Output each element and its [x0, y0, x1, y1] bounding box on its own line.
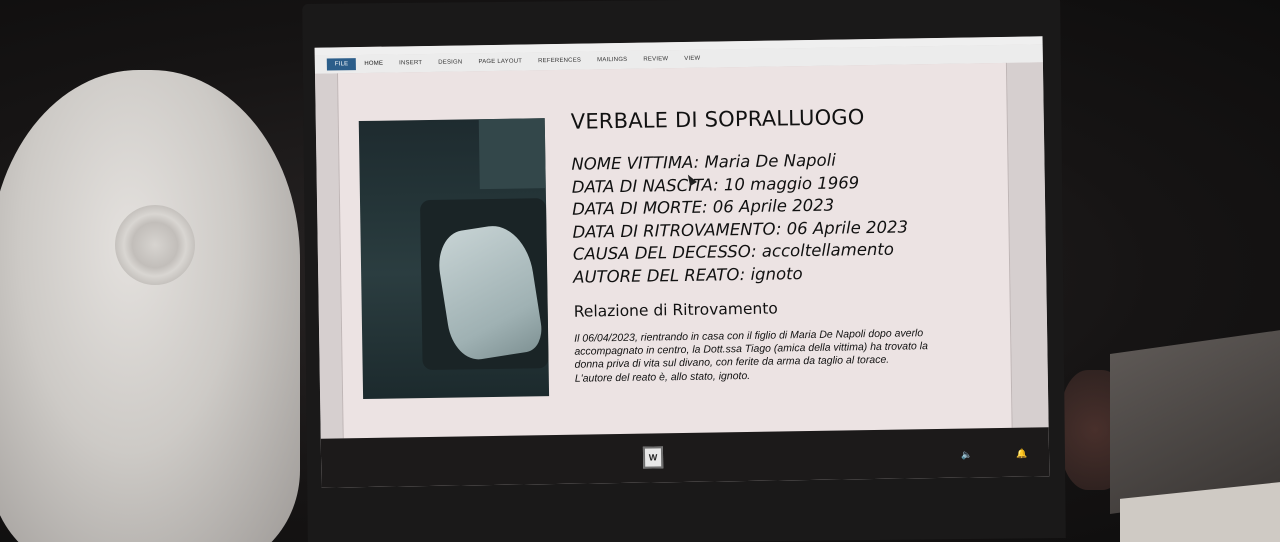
- fact-death-date: DATA DI MORTE: 06 Aprile 2023: [572, 195, 835, 219]
- document-content[interactable]: [571, 103, 995, 385]
- tab-mailings[interactable]: MAILINGS: [597, 56, 628, 64]
- laptop-screen: [315, 36, 1050, 487]
- tab-view[interactable]: VIEW: [684, 55, 701, 62]
- facts-list: [571, 147, 993, 289]
- owl-statue: [0, 70, 300, 542]
- photo-window: [479, 118, 546, 189]
- fact-birth-date: DATA DI NASCITA: 10 maggio 1969: [571, 172, 860, 197]
- tab-review[interactable]: REVIEW: [643, 56, 669, 63]
- tab-home[interactable]: HOME: [364, 60, 384, 67]
- report-paragraph: [574, 327, 965, 386]
- tab-insert[interactable]: INSERT: [399, 60, 423, 67]
- report-line: L'autore del reato è, allo stato, ignoto.: [574, 369, 751, 385]
- tab-file[interactable]: FILE: [327, 58, 357, 70]
- document-title: VERBALE DI SOPRALLUOGO: [570, 105, 865, 134]
- word-icon[interactable]: W: [643, 446, 663, 468]
- report-line: accompagnato in centro, la Dott.ssa Tiago (amica della vittima) ha trovato la: [574, 340, 929, 358]
- report-line: donna priva di vita sul divano, con ferite da arma da taglio al torace.: [574, 354, 890, 372]
- fact-perpetrator: AUTORE DEL REATO: ignoto: [573, 263, 803, 287]
- owl-eye: [115, 205, 195, 285]
- volume-icon[interactable]: 🔈: [960, 450, 973, 461]
- fact-victim-name: NOME VITTIMA: Maria De Napoli: [571, 150, 836, 174]
- report-line: Il 06/04/2023, rientrando in casa con il figlio di Maria De Napoli dopo averlo: [574, 327, 924, 345]
- crime-scene-photo: [359, 118, 549, 399]
- tab-design[interactable]: DESIGN: [438, 59, 463, 66]
- section-title: Relazione di Ritrovamento: [573, 299, 778, 321]
- document-area[interactable]: [315, 62, 1049, 438]
- tab-page-layout[interactable]: PAGE LAYOUT: [478, 58, 523, 66]
- tab-references[interactable]: REFERENCES: [538, 57, 582, 65]
- fact-cause-of-death: CAUSA DEL DECESSO: accoltellamento: [572, 239, 895, 264]
- bell-icon[interactable]: 🔔: [1015, 449, 1028, 460]
- fact-discovery-date: DATA DI RITROVAMENTO: 06 Aprile 2023: [572, 216, 909, 242]
